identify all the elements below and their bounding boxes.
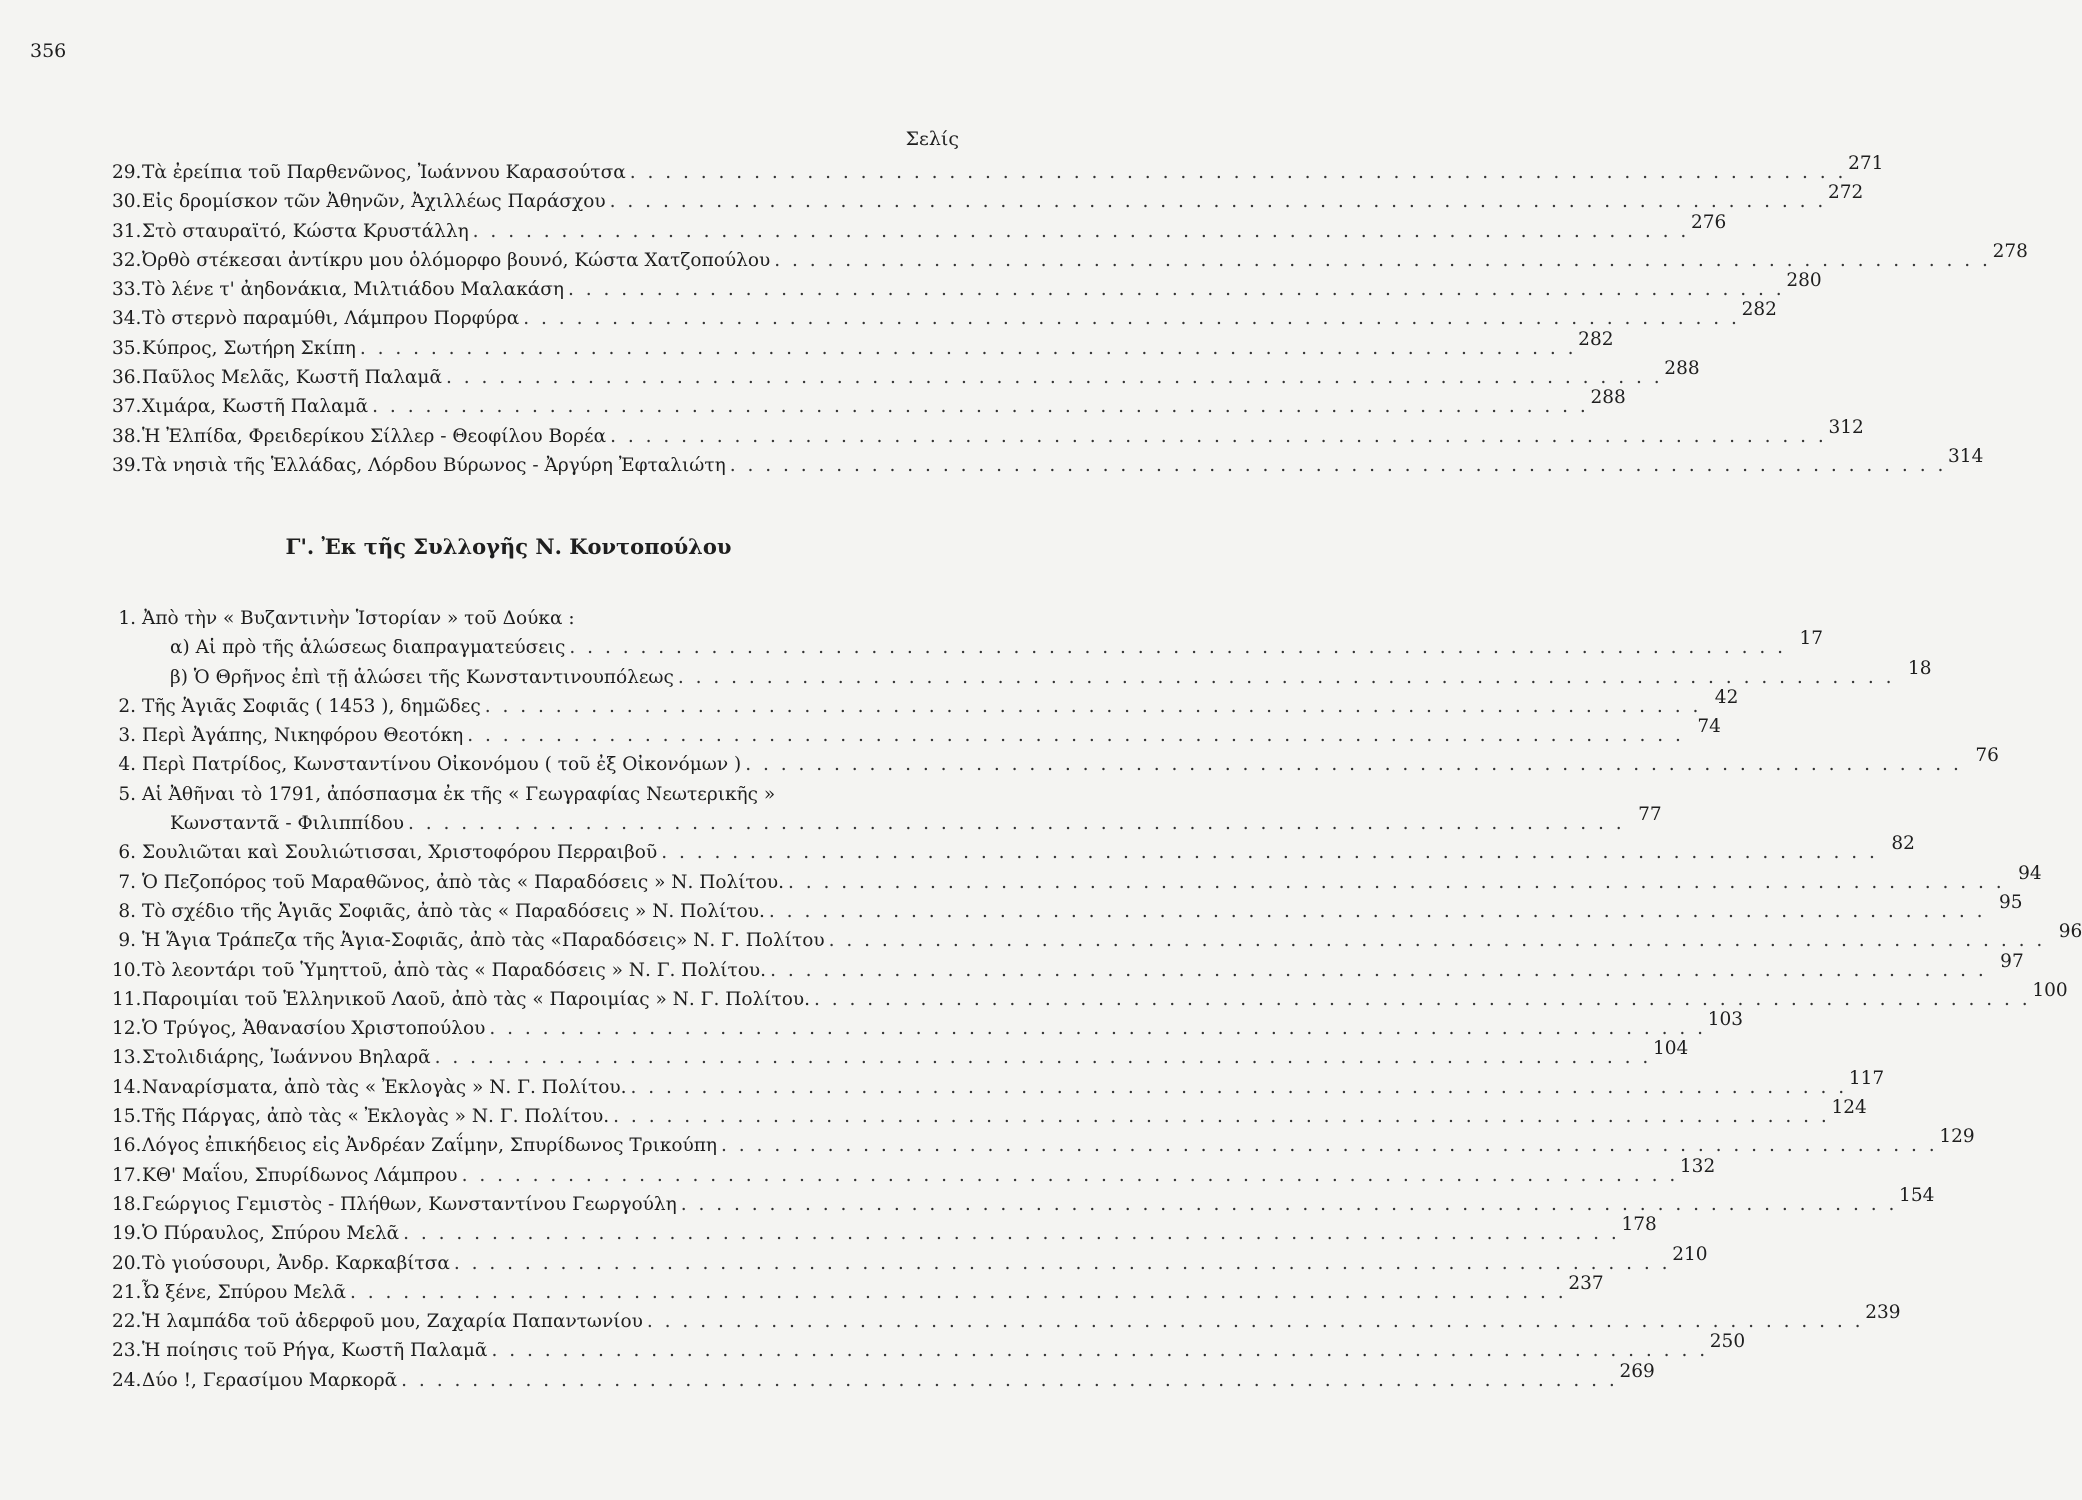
- toc-entry: [112, 1067, 1885, 1106]
- entry-title: Ὁ Τρύγος, Ἀθανασίου Χριστοπούλου: [142, 1018, 486, 1040]
- entry-number: 22.: [112, 1311, 142, 1333]
- entry-page: 77: [1638, 804, 1662, 826]
- leader-dots: [401, 1370, 1615, 1391]
- entry-number: 15.: [112, 1106, 142, 1128]
- leader-dots: [647, 1311, 1861, 1332]
- entry-title: Τὰ ἐρείπια τοῦ Παρθενῶνος, Ἰωάννου Καρασούτσα: [142, 162, 626, 183]
- leader-dots: [568, 279, 1782, 300]
- entry-page: 117: [1848, 1067, 1885, 1089]
- entry-title: Τὸ σχέδιο τῆς Ἁγιᾶς Σοφιᾶς, ἀπὸ τὰς « Παραδόσεις » Ν. Πολίτου.: [142, 900, 765, 922]
- entry-title: Τῆς Ἁγιᾶς Σοφιᾶς ( 1453 ), δημῶδες: [142, 695, 481, 717]
- leader-dots: [814, 989, 2028, 1010]
- page-column-header: Σελίς: [905, 128, 959, 150]
- toc-entry: [112, 358, 1700, 396]
- leader-dots: [360, 338, 1574, 359]
- entry-title: Παροιμίαι τοῦ Ἑλληνικοῦ Λαοῦ, ἀπὸ τὰς « Παροιμίας » Ν. Γ. Πολίτου.: [142, 988, 810, 1010]
- entry-number: 39.: [112, 454, 142, 476]
- entry-page: 18: [1908, 657, 1932, 679]
- toc-entry: [112, 1126, 1975, 1164]
- entry-page: 237: [1568, 1272, 1604, 1294]
- entry-page: 271: [1848, 153, 1884, 174]
- entry-number: 37.: [112, 396, 142, 418]
- leader-dots: [569, 637, 1783, 658]
- entry-title: Ὀρθὸ στέκεσαι ἀντίκρυ μου ὁλόμορφο βουνό, Κώστα Χατζοπούλου: [142, 249, 771, 271]
- entry-number: 17.: [112, 1164, 142, 1186]
- section-heading: Γ'. Ἐκ τῆς Συλλογῆς Ν. Κοντοπούλου: [285, 534, 732, 559]
- toc-entry: [112, 686, 1739, 725]
- entry-number: 34.: [112, 308, 142, 330]
- entry-page: 269: [1619, 1360, 1655, 1382]
- entry-title: Ἡ Ἅγια Τράπεζα τῆς Ἁγια-Σοφιᾶς, ἀπὸ τὰς «Παραδόσεις» Ν. Γ. Πολίτου: [142, 930, 825, 952]
- entry-page: 95: [1999, 891, 2023, 913]
- entry-number: 30.: [112, 191, 142, 213]
- toc-entry: [112, 862, 2042, 901]
- entry-number: 2.: [118, 695, 136, 717]
- entry-page: 100: [2032, 979, 2068, 1001]
- entry-number: 16.: [112, 1135, 142, 1157]
- leader-dots: [523, 308, 1737, 329]
- entry-page: 276: [1691, 211, 1727, 233]
- entry-number: 35.: [112, 337, 142, 359]
- entry-page: 96: [2058, 921, 2082, 943]
- entry-page: 278: [1992, 240, 2028, 262]
- leader-dots: [473, 221, 1687, 242]
- entry-title: Στὸ σταυραϊτό, Κώστα Κρυστάλλη: [142, 220, 469, 242]
- toc-entry: [112, 1360, 1655, 1399]
- leader-dots: [491, 1340, 1705, 1361]
- toc-entry: [112, 270, 1822, 308]
- entry-title: ΚΘ' Μαΐου, Σπυρίδωνος Λάμπρου: [142, 1164, 458, 1186]
- entry-number: 4.: [118, 754, 136, 776]
- toc-entry: [112, 1009, 1744, 1047]
- toc-entry: [112, 416, 1864, 455]
- entry-title: Τὰ νησιὰ τῆς Ἑλλάδας, Λόρδου Βύρωνος - Ἀργύρη Ἐφταλιώτη: [142, 454, 726, 476]
- entry-number: 24.: [112, 1369, 142, 1391]
- toc-entry: [112, 1243, 1708, 1282]
- leader-dots: [403, 1223, 1617, 1244]
- entry-page: 76: [1975, 745, 1999, 767]
- toc-entry: [112, 1184, 1935, 1223]
- toc-entry: [112, 891, 2023, 930]
- toc-entry: [112, 716, 1721, 754]
- toc-entry: [112, 745, 1999, 783]
- entry-page: 97: [2000, 950, 2024, 972]
- entry-title: Κωνσταντᾶ - Φιλιππίδου: [170, 813, 404, 835]
- entry-title: Ἡ λαμπάδα τοῦ ἀδερφοῦ μου, Ζαχαρία Παπαντωνίου: [142, 1311, 643, 1333]
- toc-entry: [112, 1272, 1604, 1311]
- entry-page: 210: [1672, 1243, 1708, 1265]
- entry-page: 104: [1652, 1038, 1689, 1060]
- contents-list-continued: [112, 153, 2028, 484]
- entry-number: 8.: [118, 900, 136, 922]
- toc-entry: [112, 921, 2082, 959]
- entry-title: Ὦ ξένε, Σπύρου Μελᾶ: [142, 1281, 346, 1303]
- entry-number: 18.: [112, 1193, 142, 1215]
- entry-title: Κύπρος, Σωτήρη Σκίπη: [142, 337, 356, 359]
- entry-title: Τὸ λένε τ' ἀηδονάκια, Μιλτιάδου Μαλακάση: [142, 279, 564, 301]
- entry-number: 29.: [112, 162, 142, 183]
- entry-number: 14.: [112, 1076, 142, 1098]
- entry-title: α) Αἱ πρὸ τῆς ἁλώσεως διαπραγματεύσεις: [170, 637, 566, 659]
- leader-dots: [721, 1135, 1935, 1156]
- entry-page: 282: [1578, 328, 1614, 350]
- toc-entry: [112, 628, 1824, 666]
- toc-entry: [112, 950, 2024, 989]
- entry-number: 10.: [112, 959, 142, 981]
- entry-page: 280: [1786, 270, 1822, 292]
- leader-dots: [372, 396, 1586, 417]
- entry-title: Γεώργιος Γεμιστὸς - Πλήθων, Κωνσταντίνου Γεωργούλη: [142, 1193, 677, 1215]
- entry-number: 3.: [118, 725, 136, 747]
- leader-dots: [681, 1194, 1895, 1215]
- toc-entry: [112, 608, 958, 637]
- toc-entry: [112, 833, 1915, 871]
- toc-entry: [112, 182, 1864, 220]
- entry-title: Περὶ Πατρίδος, Κωνσταντίνου Οἰκονόμου ( τοῦ ἐξ Οἰκονόμων ): [142, 754, 742, 776]
- entry-number: 23.: [112, 1340, 142, 1362]
- contents-list-section-g: [112, 608, 2082, 1399]
- entry-title: Τῆς Πάργας, ἀπὸ τὰς « Ἐκλογὰς » Ν. Γ. Πολίτου.: [142, 1106, 610, 1128]
- leader-dots: [446, 367, 1660, 388]
- entry-title: Τὸ γιούσουρι, Ἀνδρ. Καρκαβίτσα: [142, 1252, 450, 1274]
- entry-page: 178: [1621, 1214, 1657, 1236]
- entry-page: 272: [1828, 182, 1864, 204]
- leader-dots: [661, 842, 1875, 863]
- entry-title: Αἱ Ἀθῆναι τὸ 1791, ἀπόσπασμα ἐκ τῆς « Γεωγραφίας Νεωτερικῆς »: [142, 783, 776, 805]
- leader-dots: [730, 455, 1944, 476]
- entry-page: 312: [1828, 416, 1864, 438]
- entry-number: 5.: [118, 783, 136, 805]
- leader-dots: [467, 725, 1681, 746]
- entry-number: 33.: [112, 279, 142, 301]
- toc-entry: [112, 299, 1777, 337]
- entry-number: 12.: [112, 1018, 142, 1040]
- entry-number: 19.: [112, 1223, 142, 1245]
- leader-dots: [350, 1282, 1564, 1303]
- entry-number: 7.: [118, 871, 136, 893]
- entry-title: Ἀπὸ τὴν « Βυζαντινὴν Ἱστορίαν » τοῦ Δούκα :: [142, 608, 575, 629]
- entry-title: Περὶ Ἀγάπης, Νικηφόρου Θεοτόκη: [142, 725, 464, 747]
- toc-entry: [112, 387, 1626, 425]
- entry-title: Τὸ στερνὸ παραμύθι, Λάμπρου Πορφύρα: [142, 308, 520, 330]
- entry-number: 36.: [112, 367, 142, 389]
- page-number: 356: [30, 40, 67, 62]
- entry-number: 21.: [112, 1281, 142, 1303]
- toc-entry: [112, 1331, 1746, 1369]
- entry-title: Ἡ ποίησις τοῦ Ρήγα, Κωστῆ Παλαμᾶ: [142, 1340, 488, 1362]
- leader-dots: [485, 696, 1699, 717]
- entry-page: 282: [1741, 299, 1777, 321]
- entry-page: 288: [1590, 387, 1626, 409]
- entry-title: Ἡ Ἐλπίδα, Φρειδερίκου Σίλλερ - Θεοφίλου Βορέα: [142, 425, 607, 447]
- entry-title: Ναναρίσματα, ἀπὸ τὰς « Ἐκλογὰς » Ν. Γ. Πολίτου.: [142, 1076, 627, 1098]
- entry-number: 6.: [118, 842, 136, 864]
- entry-title: Στολιδιάρης, Ἰωάννου Βηλαρᾶ: [142, 1047, 431, 1069]
- entry-page: 42: [1714, 686, 1739, 708]
- entry-title: Λόγος ἐπικήδειος εἰς Ἀνδρέαν Ζαΐμην, Σπυρίδωνος Τρικούπη: [142, 1135, 718, 1157]
- entry-title: Σουλιῶται καὶ Σουλιώτισσαι, Χριστοφόρου Περραιβοῦ: [142, 842, 658, 864]
- entry-title: Παῦλος Μελᾶς, Κωστῆ Παλαμᾶ: [142, 367, 442, 389]
- leader-dots: [454, 1253, 1668, 1274]
- toc-entry: [112, 979, 2068, 1018]
- leader-dots: [769, 901, 1983, 922]
- toc-entry: [112, 1097, 1867, 1135]
- entry-title: Εἰς δρομίσκον τῶν Ἀθηνῶν, Ἀχιλλέως Παράσχου: [142, 191, 606, 213]
- toc-entry: [112, 1214, 1657, 1252]
- entry-page: 103: [1707, 1009, 1744, 1031]
- entry-title: Τὸ λεοντάρι τοῦ Ὑμηττοῦ, ἀπὸ τὰς « Παραδόσεις » Ν. Γ. Πολίτου.: [142, 959, 767, 981]
- leader-dots: [435, 1047, 1649, 1068]
- entry-number: 13.: [112, 1047, 142, 1069]
- entry-page: 239: [1865, 1302, 1901, 1324]
- entry-page: 17: [1799, 628, 1824, 650]
- toc-entry: [112, 211, 1727, 250]
- leader-dots: [630, 162, 1844, 183]
- leader-dots: [678, 667, 1892, 688]
- entry-number: 32.: [112, 249, 142, 271]
- toc-entry: [112, 784, 958, 813]
- leader-dots: [408, 813, 1622, 834]
- entry-title: β) Ὁ Θρῆνος ἐπὶ τῇ ἁλώσει τῆς Κωνσταντινουπόλεως: [170, 666, 674, 688]
- entry-number: 1.: [118, 608, 136, 629]
- entry-title: Ὁ Πεζοπόρος τοῦ Μαραθῶνος, ἀπὸ τὰς « Παραδόσεις » Ν. Πολίτου.: [142, 871, 784, 893]
- toc-entry: [112, 240, 2028, 279]
- leader-dots: [770, 960, 1984, 981]
- leader-dots: [489, 1018, 1703, 1039]
- toc-entry: [112, 657, 1932, 696]
- toc-entry: [112, 1038, 1689, 1076]
- leader-dots: [631, 1077, 1845, 1098]
- entry-page: 82: [1891, 833, 1915, 855]
- entry-page: 250: [1709, 1331, 1746, 1353]
- entry-number: 11.: [112, 988, 142, 1010]
- leader-dots: [774, 250, 1988, 271]
- leader-dots: [613, 1106, 1827, 1127]
- entry-number: 38.: [112, 425, 142, 447]
- entry-page: 129: [1939, 1126, 1975, 1148]
- leader-dots: [745, 754, 1959, 775]
- leader-dots: [610, 191, 1824, 212]
- entry-title: Ὁ Πύραυλος, Σπύρου Μελᾶ: [142, 1223, 400, 1245]
- entry-page: 314: [1948, 445, 1984, 467]
- toc-entry: [112, 1155, 1716, 1194]
- leader-dots: [829, 930, 2043, 951]
- leader-dots: [788, 872, 2002, 893]
- entry-title: Δύο !, Γερασίμου Μαρκορᾶ: [142, 1369, 398, 1391]
- entry-number: 20.: [112, 1252, 142, 1274]
- leader-dots: [462, 1165, 1676, 1186]
- toc-entry: [112, 153, 1884, 191]
- entry-page: 288: [1664, 358, 1700, 380]
- leader-dots: [610, 426, 1824, 447]
- toc-entry: [112, 445, 1984, 484]
- entry-page: 132: [1679, 1155, 1716, 1177]
- toc-entry: [112, 328, 1614, 367]
- toc-entry: [112, 804, 1662, 842]
- entry-title: Χιμάρα, Κωστῆ Παλαμᾶ: [142, 396, 369, 418]
- entry-page: 124: [1831, 1097, 1867, 1119]
- entry-number: 31.: [112, 220, 142, 242]
- entry-number: 9.: [118, 930, 136, 952]
- toc-entry: [112, 1302, 1901, 1340]
- entry-page: 94: [2018, 862, 2042, 884]
- entry-page: 74: [1697, 716, 1721, 738]
- entry-page: 154: [1899, 1184, 1935, 1206]
